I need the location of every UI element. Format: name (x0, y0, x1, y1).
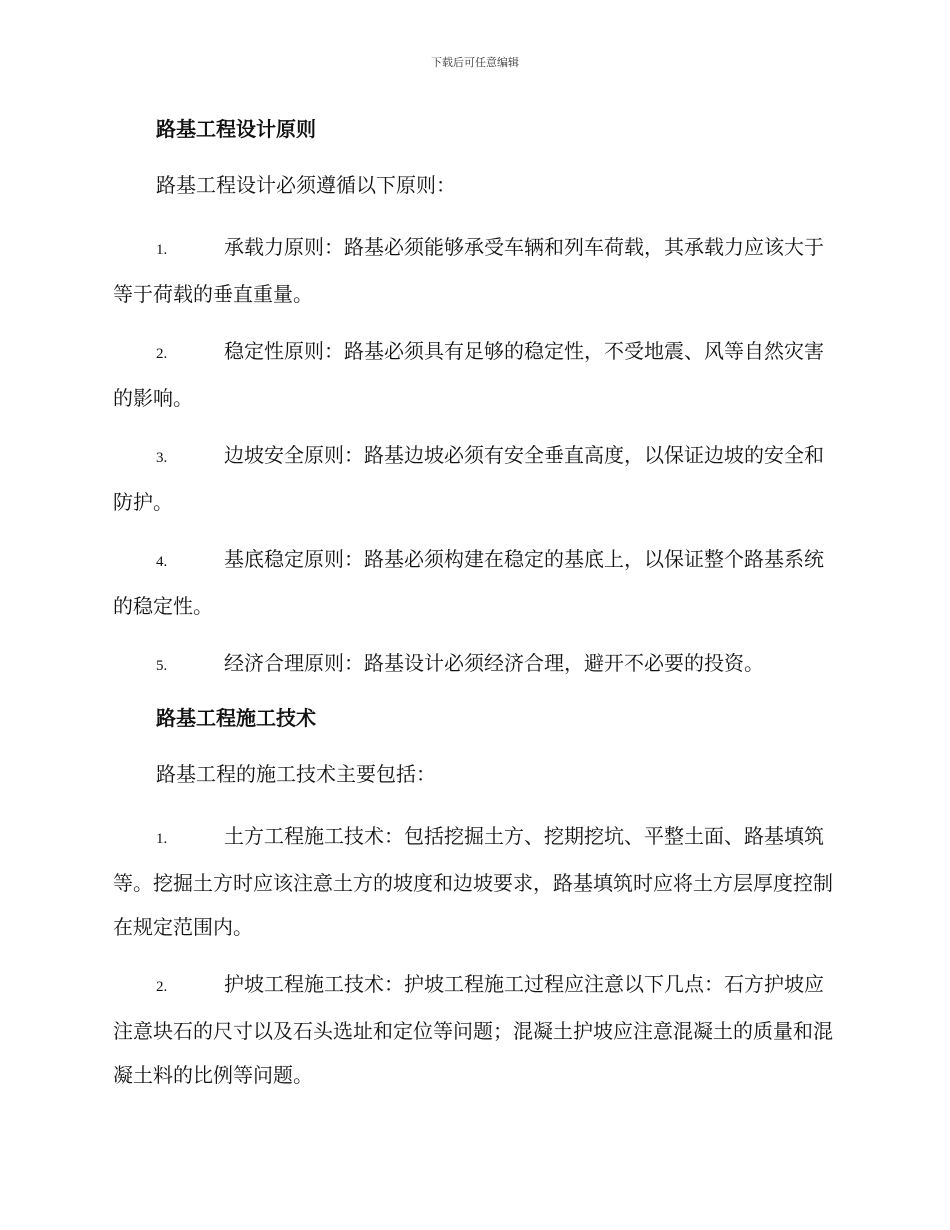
list-item-number: 2. (156, 979, 168, 995)
document-body (113, 112, 833, 1110)
list-item-text: 边坡安全原则：路基边坡必须有安全垂直高度，以保证边坡的安全和防护。 (113, 443, 824, 514)
list-item-text: 基底稳定原则：路基必须构建在稳定的基底上，以保证整个路基系统的稳定性。 (113, 547, 824, 618)
list-item-number: 5. (156, 658, 168, 674)
section-intro-construction: 路基工程的施工技术主要包括： (156, 762, 436, 786)
list-item-number: 4. (156, 554, 168, 570)
list-item (113, 641, 833, 688)
section-heading-construction-techniques: 路基工程施工技术 (156, 706, 316, 730)
list-item (113, 962, 833, 1097)
list-item-text: 承载力原则：路基必须能够承受车辆和列车荷载，其承载力应该大于等于荷载的垂直重量。 (113, 235, 824, 306)
list-item-text: 护坡工程施工技术：护坡工程施工过程应注意以下几点：石方护坡应注意块石的尺寸以及石头选址和定位等问题；混凝土护坡应注意混凝土的质量和混凝土料的比例等问题。 (113, 972, 833, 1087)
list-item-number: 1. (156, 242, 168, 258)
list-item-text: 土方工程施工技术：包括挖掘土方、挖期挖坑、平整土面、路基填筑等。挖掘土方时应该注意土方的坡度和边坡要求，路基填筑时应将土方层厚度控制在规定范围内。 (113, 824, 833, 939)
list-item (113, 433, 833, 524)
list-item (113, 329, 833, 420)
list-item-number: 2. (156, 346, 168, 362)
list-item (113, 537, 833, 628)
section-heading-design-principles: 路基工程设计原则 (156, 117, 316, 141)
list-item (113, 814, 833, 949)
list-item-number: 3. (156, 450, 168, 466)
list-item-text: 稳定性原则：路基必须具有足够的稳定性，不受地震、风等自然灾害的影响。 (113, 339, 824, 410)
list-item (113, 225, 833, 316)
list-item-text: 经济合理原则：路基设计必须经济合理，避开不必要的投资。 (224, 651, 764, 675)
header-note: 下载后可任意编辑 (431, 56, 519, 69)
list-item-number: 1. (156, 831, 168, 847)
section-intro-design: 路基工程设计必须遵循以下原则： (156, 173, 456, 197)
